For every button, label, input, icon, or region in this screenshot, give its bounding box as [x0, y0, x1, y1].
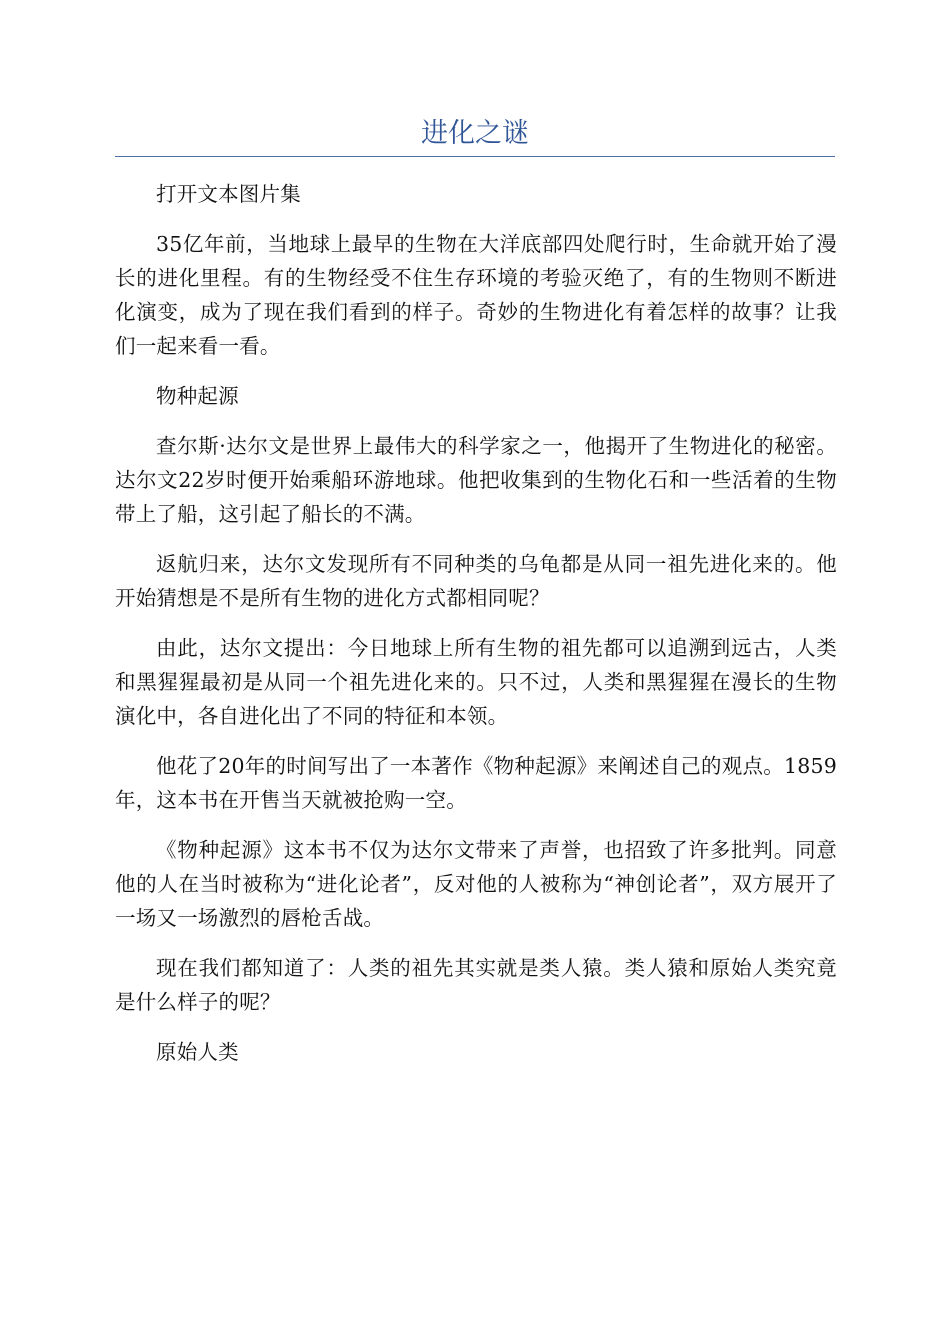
paragraph: 返航归来，达尔文发现所有不同种类的乌龟都是从同一祖先进化来的。他开始猜想是不是所有生物的进化方式都相同呢？ [115, 552, 837, 610]
paragraph: 由此，达尔文提出：今日地球上所有生物的祖先都可以追溯到远古，人类和黑猩猩最初是从同一个祖先进化来的。只不过，人类和黑猩猩在漫长的生物演化中，各自进化出了不同的特征和本领。 [115, 636, 837, 728]
section-heading: 物种起源 [156, 384, 239, 408]
document-body [115, 177, 837, 1085]
paragraph: 35亿年前，当地球上最早的生物在大洋底部四处爬行时，生命就开始了漫长的进化里程。有的生物经受不住生存环境的考验灭绝了，有的生物则不断进化演变，成为了现在我们看到的样子。奇妙的生物进化有着怎样的故事？让我们一起来看一看。 [115, 232, 837, 358]
paragraph-intro-link: 打开文本图片集 [156, 182, 301, 206]
paragraph: 现在我们都知道了：人类的祖先其实就是类人猿。类人猿和原始人类究竟是什么样子的呢？ [115, 956, 837, 1014]
paragraph: 《物种起源》这本书不仅为达尔文带来了声誉，也招致了许多批判。同意他的人在当时被称为“进化论者”，反对他的人被称为“神创论者”，双方展开了一场又一场激烈的唇枪舌战。 [115, 838, 837, 930]
document-title: 进化之谜 [115, 112, 835, 157]
section-heading: 原始人类 [156, 1040, 239, 1064]
paragraph: 他花了20年的时间写出了一本著作《物种起源》来阐述自己的观点。1859年，这本书在开售当天就被抢购一空。 [115, 754, 837, 812]
paragraph: 查尔斯·达尔文是世界上最伟大的科学家之一，他揭开了生物进化的秘密。达尔文22岁时便开始乘船环游地球。他把收集到的生物化石和一些活着的生物带上了船，这引起了船长的不满。 [115, 434, 837, 526]
